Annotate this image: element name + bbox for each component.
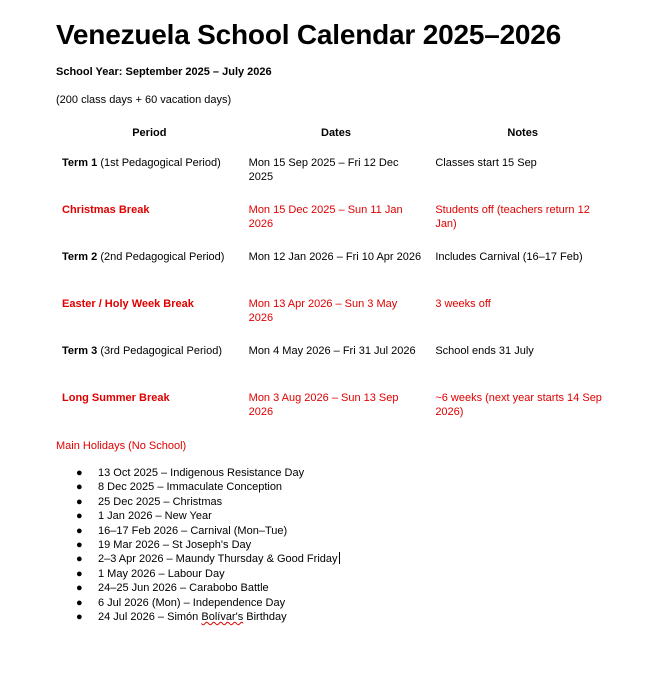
term-name: Term 1 [62,157,98,169]
holidays-list [56,466,616,624]
holiday-text: 1 Jan 2026 – New Year [98,510,212,523]
notes-cell: ~6 weeks (next year starts 14 Sep 2026) [435,392,602,418]
holiday-text: 13 Oct 2025 – Indigenous Resistance Day [98,467,305,479]
table-row [56,344,616,391]
notes-cell: Students off (teachers return 12 Jan) [435,204,590,230]
dates-cell: Mon 3 Aug 2026 – Sun 13 Sep 2026 [248,392,399,418]
list-item [56,581,616,595]
bullet-icon: ● [76,539,83,552]
header-dates: Dates [321,127,351,139]
bullet-icon: ● [76,467,83,479]
school-year: School Year: September 2025 – July 2026 [56,66,272,78]
bullet-icon: ● [76,524,83,537]
holiday-text: 8 Dec 2025 – Immaculate Conception [98,481,283,494]
notes-cell: Classes start 15 Sep [435,157,537,169]
holiday-text: 2–3 Apr 2026 – Maundy Thursday & Good Friday [98,553,338,566]
header-period: Period [132,127,167,139]
bullet-icon: ● [76,611,83,624]
term-detail: (3rd Pedagogical Period) [97,345,223,357]
list-item [56,538,616,552]
days-note: (200 class days + 60 vacation days) [56,94,232,106]
period-cell [56,391,243,438]
list-item [56,552,616,566]
holidays-heading: Main Holidays (No School) [56,440,187,452]
dates-cell: Mon 13 Apr 2026 – Sun 3 May 2026 [248,298,398,324]
bullet-icon: ● [76,495,83,508]
document-page [56,16,616,624]
term-name: Term 3 [62,345,98,357]
text-cursor [339,552,340,564]
dates-cell: Mon 15 Dec 2025 – Sun 11 Jan 2026 [248,204,403,230]
period-cell [56,344,243,391]
holiday-text: 6 Jul 2026 (Mon) – Independence Day [98,596,286,609]
holiday-text: 19 Mar 2026 – St Joseph's Day [98,539,252,552]
bullet-icon: ● [76,510,83,523]
list-item [56,610,616,624]
dates-cell: Mon 4 May 2026 – Fri 31 Jul 2026 [248,345,416,357]
bullet-icon: ● [76,553,83,566]
holiday-text-prefix: 24 Jul 2026 – Simón [98,611,202,624]
holiday-text: 24–25 Jun 2026 – Carabobo Battle [98,582,269,595]
table-row [56,156,616,203]
period-cell [56,297,243,344]
bullet-icon: ● [76,596,83,609]
header-notes: Notes [507,127,538,139]
notes-cell: Includes Carnival (16–17 Feb) [435,251,583,263]
list-item [56,509,616,523]
holiday-text: 1 May 2026 – Labour Day [98,567,225,580]
term-detail: (1st Pedagogical Period) [97,157,221,169]
list-item [56,480,616,494]
period-cell [56,250,243,297]
dates-cell: Mon 15 Sep 2025 – Fri 12 Dec 2025 [248,157,399,183]
period-cell [56,156,243,203]
table-header-row [56,126,616,156]
spellcheck-word[interactable]: Bolívar's [201,611,244,624]
holiday-text: 16–17 Feb 2026 – Carnival (Mon–Tue) [98,524,288,537]
bullet-icon: ● [76,582,83,595]
list-item [56,567,616,581]
page-title: Venezuela School Calendar 2025–2026 [56,19,562,50]
calendar-table [56,126,616,438]
holiday-text: 25 Dec 2025 – Christmas [98,495,223,508]
list-item [56,495,616,509]
notes-cell: 3 weeks off [435,298,491,310]
table-row [56,250,616,297]
list-item [56,596,616,610]
term-name: Long Summer Break [62,392,170,404]
bullet-icon: ● [76,481,83,494]
term-detail: (2nd Pedagogical Period) [97,251,225,263]
table-row [56,391,616,438]
term-name: Christmas Break [62,204,150,216]
list-item [56,524,616,538]
list-item [56,466,616,480]
term-name: Easter / Holy Week Break [62,298,194,310]
dates-cell: Mon 12 Jan 2026 – Fri 10 Apr 2026 [248,251,422,263]
table-row [56,203,616,250]
term-name: Term 2 [62,251,98,263]
bullet-icon: ● [76,567,83,580]
table-row [56,297,616,344]
period-cell [56,203,243,250]
holiday-text-suffix: Birthday [243,611,287,624]
notes-cell: School ends 31 July [435,345,534,357]
